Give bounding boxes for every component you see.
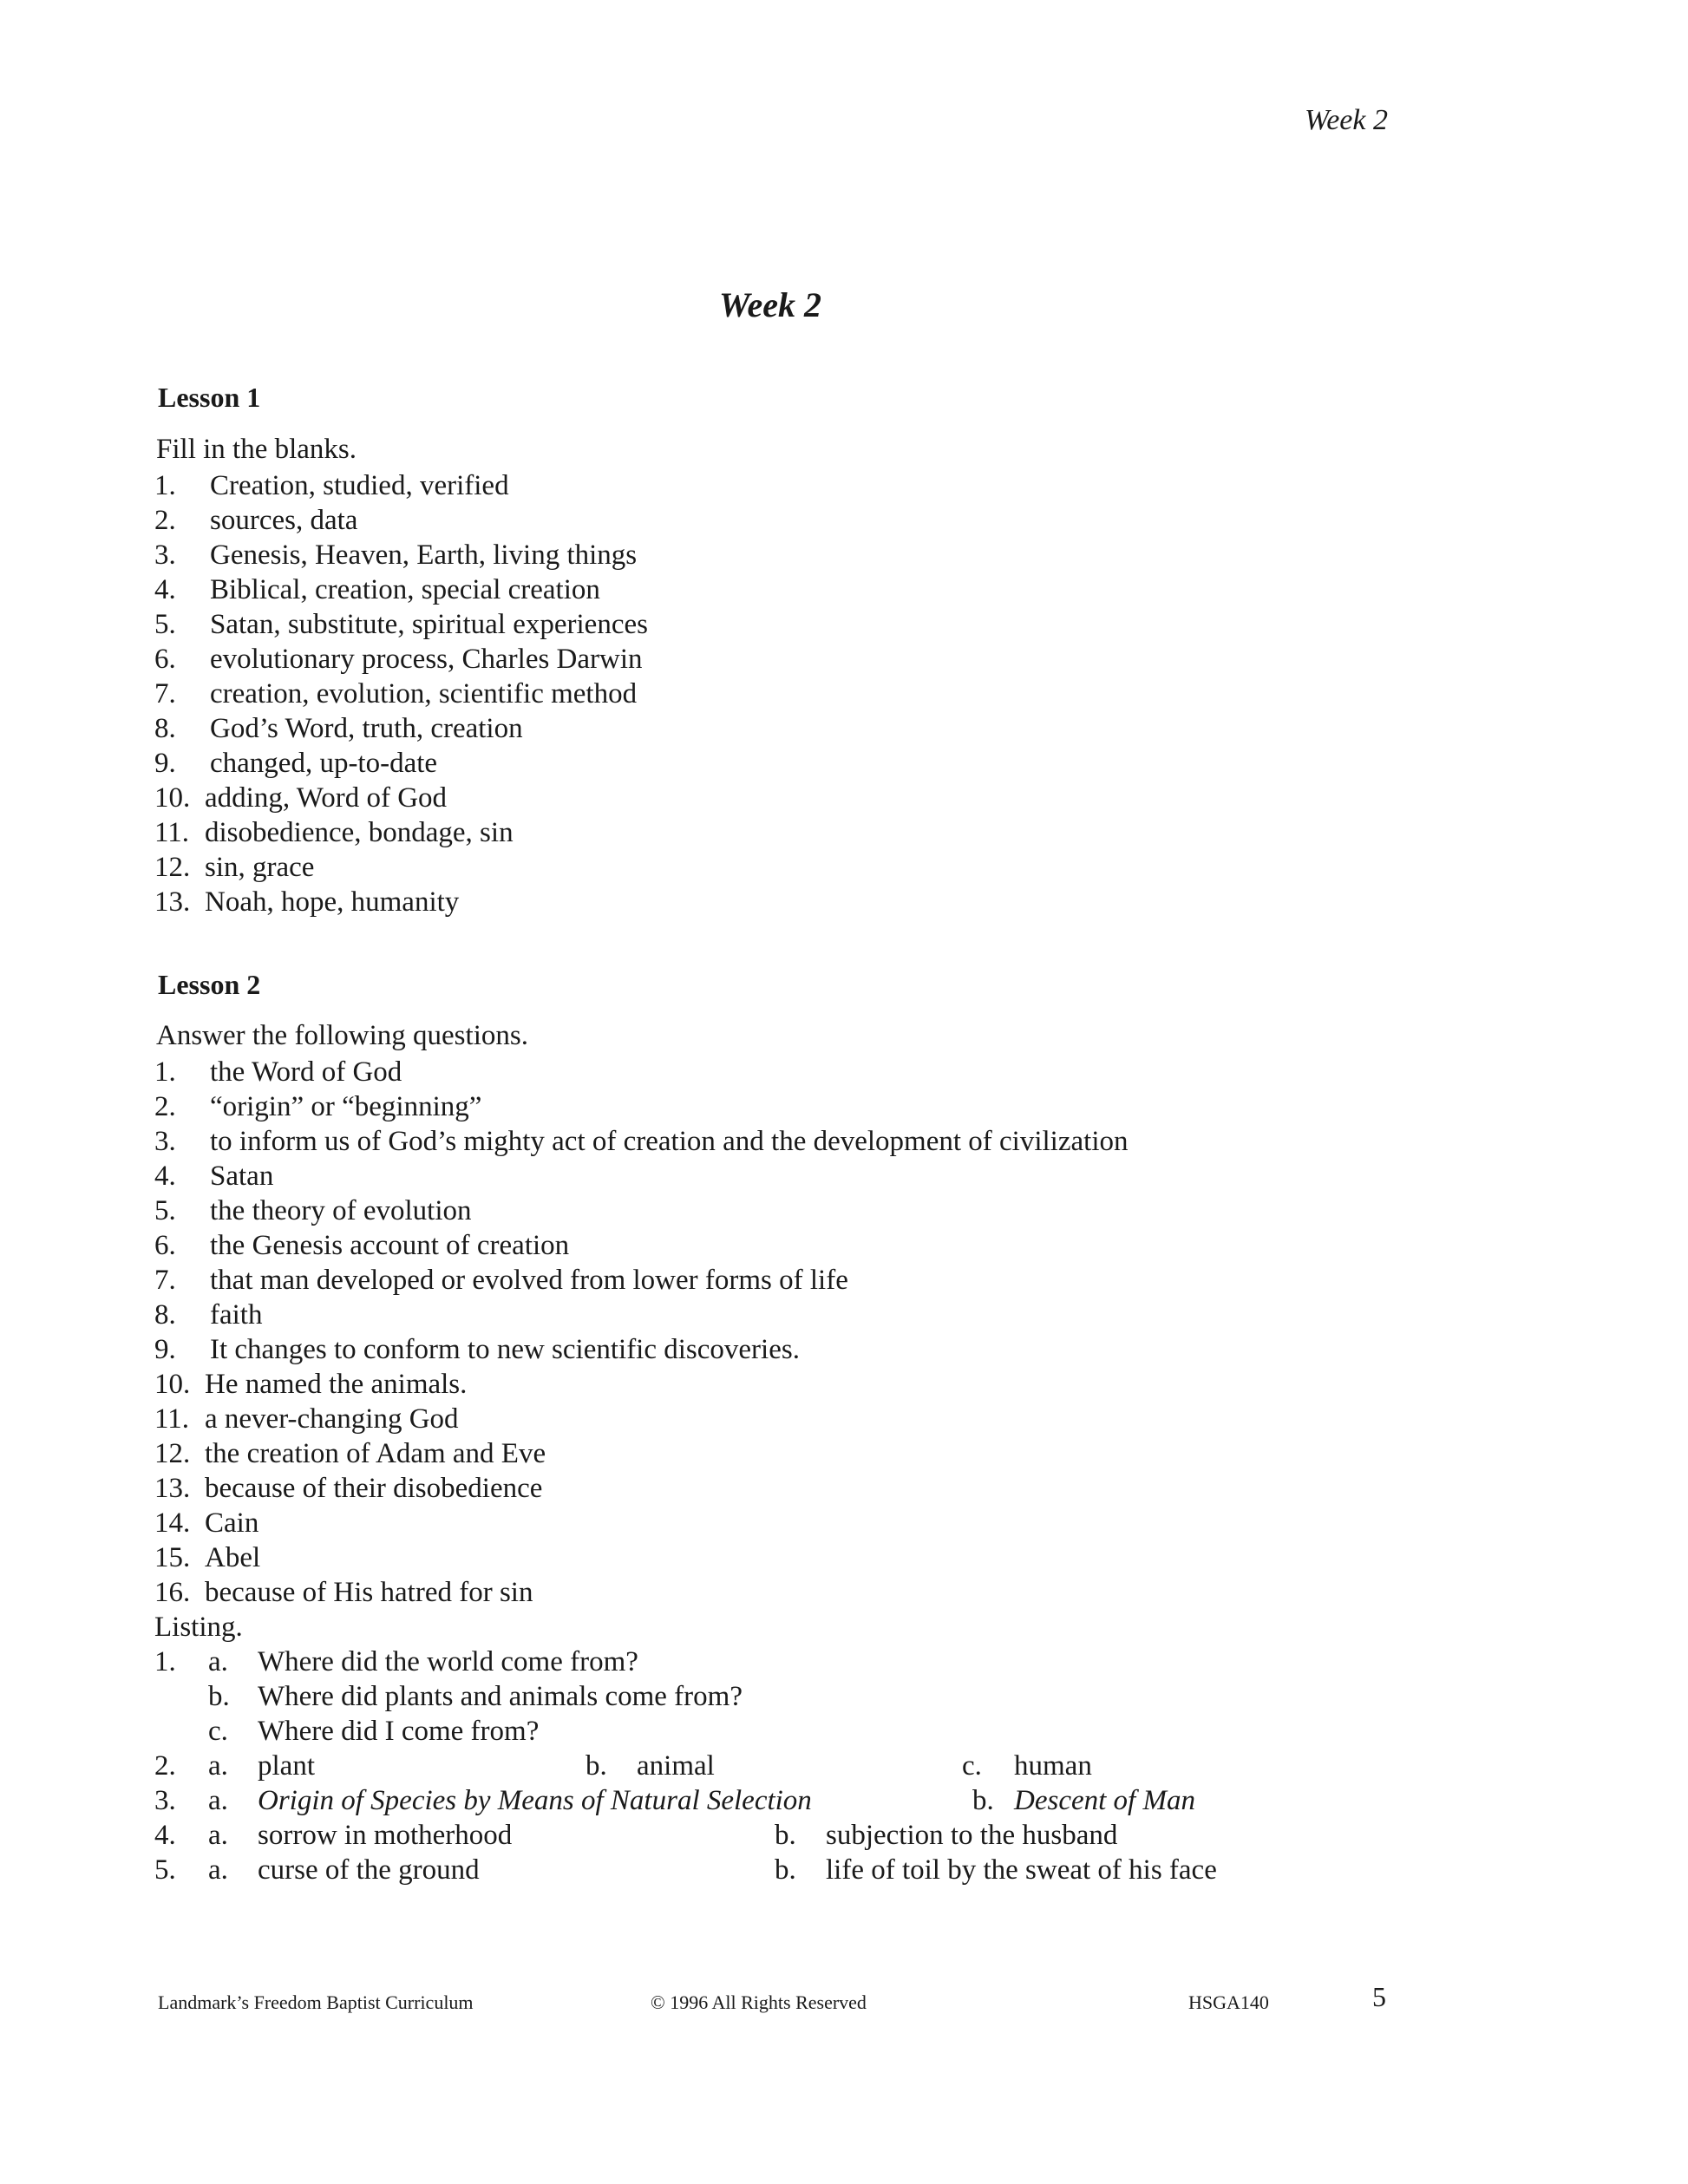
- sub-answer: plant: [258, 1750, 315, 1782]
- item-number: 1.: [154, 1056, 176, 1088]
- sub-label: c.: [962, 1750, 982, 1782]
- item-answer: Satan: [210, 1161, 274, 1192]
- footer-code: HSGA140: [1188, 1991, 1269, 2013]
- sub-answer: curse of the ground: [258, 1854, 480, 1886]
- item-number: 14.: [154, 1507, 191, 1539]
- item-number: 8.: [154, 713, 176, 744]
- sub-label: b.: [972, 1785, 994, 1816]
- item-number: 5.: [154, 1854, 176, 1886]
- item-answer: adding, Word of God: [205, 782, 448, 814]
- footer-publisher: Landmark’s Freedom Baptist Curriculum: [158, 1991, 474, 2013]
- sub-answer: Where did I come from?: [258, 1716, 540, 1747]
- item-number: 2.: [154, 1750, 176, 1782]
- item-number: 9.: [154, 1334, 176, 1365]
- item-number: 1.: [154, 470, 176, 501]
- item-answer: the Word of God: [210, 1056, 402, 1088]
- item-answer: Biblical, creation, special creation: [210, 574, 600, 605]
- item-number: 7.: [154, 678, 176, 709]
- footer-copyright: © 1996 All Rights Reserved: [651, 1991, 867, 2013]
- item-answer: evolutionary process, Charles Darwin: [210, 644, 643, 675]
- lesson1-instruction: Fill in the blanks.: [156, 434, 357, 465]
- item-number: 6.: [154, 644, 176, 675]
- item-number: 1.: [154, 1646, 176, 1677]
- item-answer: creation, evolution, scientific method: [210, 678, 638, 709]
- item-number: 4.: [154, 1161, 176, 1192]
- page-number: 5: [1372, 1981, 1386, 2012]
- item-answer: Cain: [205, 1507, 259, 1539]
- item-answer: Abel: [205, 1542, 261, 1573]
- item-answer: because of their disobedience: [205, 1473, 543, 1504]
- item-answer: God’s Word, truth, creation: [210, 713, 523, 744]
- item-answer: changed, up-to-date: [210, 748, 438, 779]
- item-answer: disobedience, bondage, sin: [205, 817, 514, 848]
- item-number: 11.: [154, 1403, 190, 1435]
- item-answer: because of His hatred for sin: [205, 1577, 533, 1608]
- item-answer: the creation of Adam and Eve: [205, 1438, 546, 1469]
- page-title: Week 2: [718, 285, 822, 324]
- sub-answer: sorrow in motherhood: [258, 1820, 513, 1851]
- sub-label: a.: [208, 1646, 228, 1677]
- item-answer: to inform us of God’s mighty act of creation and the development of civilization: [210, 1126, 1129, 1157]
- sub-label: a.: [208, 1750, 228, 1782]
- sub-label: b.: [586, 1750, 607, 1782]
- item-number: 10.: [154, 782, 191, 814]
- item-answer: Genesis, Heaven, Earth, living things: [210, 539, 638, 571]
- item-number: 3.: [154, 1785, 176, 1816]
- sub-label: a.: [208, 1854, 228, 1886]
- sub-answer: Where did plants and animals come from?: [258, 1681, 743, 1712]
- item-number: 15.: [154, 1542, 191, 1573]
- sub-answer: Where did the world come from?: [258, 1646, 638, 1677]
- item-number: 6.: [154, 1230, 176, 1261]
- sub-label: a.: [208, 1785, 228, 1816]
- lesson2-instruction: Answer the following questions.: [156, 1020, 528, 1051]
- item-answer: It changes to conform to new scientific discoveries.: [210, 1334, 800, 1365]
- item-answer: Satan, substitute, spiritual experiences: [210, 609, 648, 640]
- sub-answer: Descent of Man: [1014, 1785, 1195, 1816]
- item-answer: sin, grace: [205, 852, 315, 883]
- item-number: 13.: [154, 1473, 191, 1504]
- sub-label: b.: [775, 1854, 796, 1886]
- item-number: 3.: [154, 1126, 176, 1157]
- item-number: 12.: [154, 1438, 191, 1469]
- item-answer: He named the animals.: [205, 1369, 468, 1400]
- item-number: 2.: [154, 505, 176, 536]
- item-number: 4.: [154, 574, 176, 605]
- item-number: 4.: [154, 1820, 176, 1851]
- item-number: 13.: [154, 886, 191, 918]
- item-number: 7.: [154, 1265, 176, 1296]
- item-number: 9.: [154, 748, 176, 779]
- sub-label: c.: [208, 1716, 228, 1747]
- item-number: 12.: [154, 852, 191, 883]
- sub-label: b.: [775, 1820, 796, 1851]
- sub-answer: animal: [637, 1750, 715, 1782]
- sub-answer: Origin of Species by Means of Natural Selection: [258, 1785, 812, 1816]
- item-answer: Creation, studied, verified: [210, 470, 509, 501]
- item-number: 11.: [154, 817, 190, 848]
- item-number: 16.: [154, 1577, 191, 1608]
- listing-label: Listing.: [154, 1612, 243, 1643]
- item-number: 3.: [154, 539, 176, 571]
- item-answer: sources, data: [210, 505, 358, 536]
- running-header: Week 2: [1305, 104, 1388, 136]
- item-answer: that man developed or evolved from lower forms of life: [210, 1265, 848, 1296]
- item-answer: a never-changing God: [205, 1403, 459, 1435]
- sub-label: a.: [208, 1820, 228, 1851]
- lesson2-heading: Lesson 2: [158, 969, 261, 1000]
- item-number: 10.: [154, 1369, 191, 1400]
- sub-answer: life of toil by the sweat of his face: [826, 1854, 1217, 1886]
- sub-answer: human: [1014, 1750, 1092, 1782]
- item-answer: “origin” or “beginning”: [210, 1091, 482, 1122]
- item-answer: the theory of evolution: [210, 1195, 472, 1226]
- item-number: 2.: [154, 1091, 176, 1122]
- item-number: 8.: [154, 1299, 176, 1331]
- item-answer: Noah, hope, humanity: [205, 886, 460, 918]
- item-number: 5.: [154, 609, 176, 640]
- lesson1-heading: Lesson 1: [158, 382, 261, 413]
- item-number: 5.: [154, 1195, 176, 1226]
- item-answer: faith: [210, 1299, 263, 1331]
- sub-answer: subjection to the husband: [826, 1820, 1118, 1851]
- sub-label: b.: [208, 1681, 230, 1712]
- item-answer: the Genesis account of creation: [210, 1230, 570, 1261]
